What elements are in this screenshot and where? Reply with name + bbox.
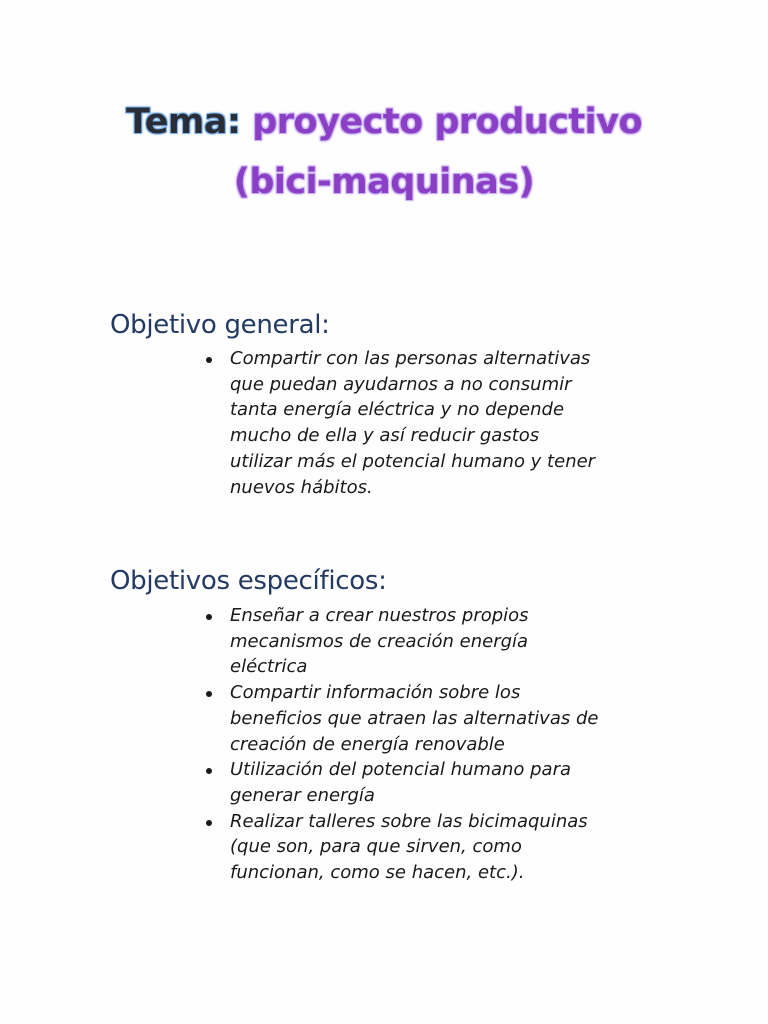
bullet-icon (206, 820, 212, 826)
list-item-text: Compartir con las personas alternativas que puedan ayudarnos a no consumir tanta energía eléctrica y no depende mucho de ella y así reducir gastos utilizar más el potencial humano y tener nuevos hábitos. (230, 348, 596, 498)
title-topic-line-2: (bici-maquinas) (233, 162, 535, 202)
bullet-icon (206, 357, 212, 363)
list-item (204, 809, 674, 886)
list-item (204, 757, 674, 808)
bullet-icon (206, 614, 212, 620)
bullet-icon (206, 691, 212, 697)
objetivo-general-heading: Objetivo general: (110, 310, 330, 340)
title-line-2 (0, 152, 768, 212)
list-item (204, 346, 674, 500)
title-prefix: Tema: (125, 102, 241, 142)
list-item-text: Realizar talleres sobre las bicimaquinas (que son, para que sirven, como funcionan, como se hacen, etc.). (230, 810, 588, 884)
objetivos-especificos-heading: Objetivos específicos: (110, 566, 387, 596)
objetivos-especificos-list (204, 603, 674, 886)
list-item (204, 603, 674, 680)
bullet-icon (206, 768, 212, 774)
list-item-text: Compartir información sobre los beneficios que atraen las alternativas de creación de energía renovable (230, 682, 599, 755)
document-title (0, 92, 768, 212)
objetivo-general-list (204, 346, 674, 500)
list-item-text: Enseñar a crear nuestros propios mecanismos de creación energía eléctrica (230, 605, 529, 678)
title-topic-line-1: proyecto productivo (252, 102, 643, 142)
title-line-1 (0, 92, 768, 152)
list-item-text: Utilización del potencial humano para generar energía (230, 759, 572, 806)
list-item (204, 680, 674, 757)
